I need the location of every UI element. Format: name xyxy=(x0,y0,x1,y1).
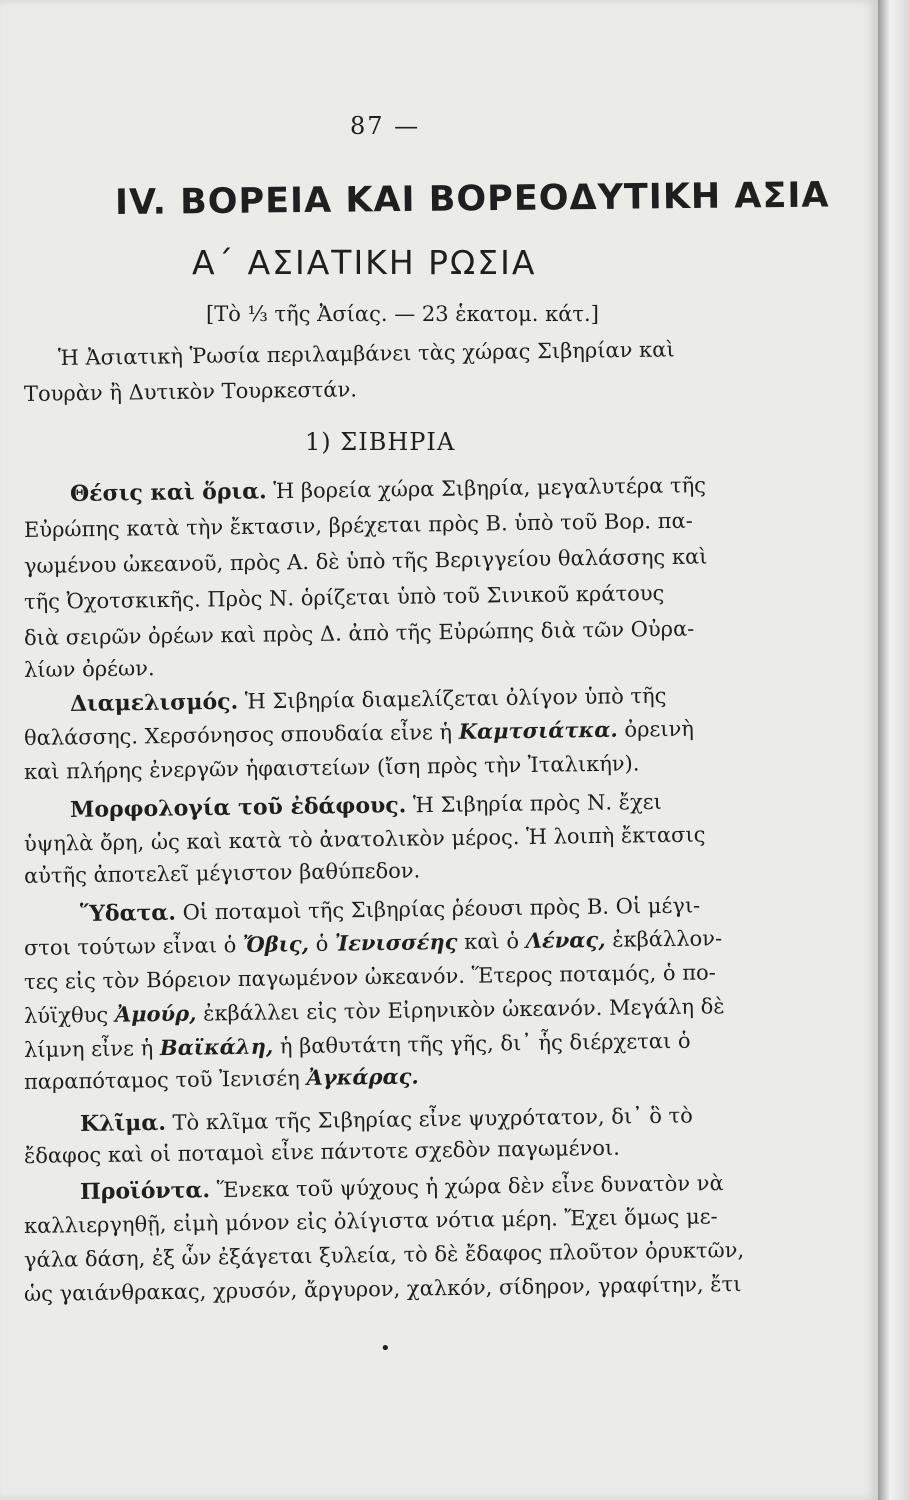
ink-mark: • xyxy=(380,1338,391,1359)
paragraph-heading: Ὕδατα. xyxy=(79,899,177,927)
paragraph-heading: Διαμελισμός. xyxy=(69,688,239,717)
paragraph-line: λίων ὀρέων. xyxy=(23,656,155,682)
section-title: Α΄ ΑΣΙΑΤΙΚΗ ΡΩΣΙΑ xyxy=(192,243,537,282)
paragraph-text: ἐκβάλλον- xyxy=(612,926,723,952)
paragraph-line: Εὐρώπης κατὰ τὴν ἔκτασιν, βρέχεται πρὸς Β. ὑπὸ τοῦ Βορ. πα- xyxy=(23,508,693,542)
paragraph-text: ὁ xyxy=(315,931,329,956)
chapter-title: IV. ΒΟΡΕΙΑ ΚΑΙ ΒΟΡΕΟΔΥΤΙΚΗ ΑΣΙΑ xyxy=(114,175,830,223)
paragraph-heading: Μορφολογία τοῦ ἐδάφους. xyxy=(69,792,407,823)
paragraph-line xyxy=(24,1062,419,1096)
paragraph-heading: Προϊόντα. xyxy=(79,1177,211,1205)
paragraph-line: καὶ πλήρης ἐνεργῶν ἡφαιστείων (ἴση πρὸς τὴν Ἰταλικήν). xyxy=(23,751,640,784)
paragraph-line: τῆς Ὀχοτσκικῆς. Πρὸς Ν. ὁρίζεται ὑπὸ τοῦ Σινικοῦ κράτους xyxy=(23,581,665,614)
place-name: Καμτσιάτκα. xyxy=(458,716,618,744)
paragraph-text: καὶ ὁ xyxy=(463,929,520,954)
paragraph-text: ἐκβάλλει εἰς τὸν Εἰρηνικὸν ὠκεανόν. Μεγάλη δὲ xyxy=(202,994,725,1026)
paragraph-line: αὐτῆς ἀποτελεῖ μέγιστον βαθύπεδον. xyxy=(23,858,421,888)
paragraph-text: Ἡ Σιβηρία διαμελίζεται ὀλίγον ὑπὸ τῆς xyxy=(244,683,667,714)
paragraph-text: Τὸ κλῖμα τῆς Σιβηρίας εἶνε ψυχρότατον, δι᾽ ὃ τὸ xyxy=(172,1103,694,1135)
river-name: Λένας, xyxy=(525,926,606,953)
paragraph-line: ἔδαφος καὶ οἱ ποταμοὶ εἶνε πάντοτε σχεδὸν παγωμένοι. xyxy=(23,1135,620,1168)
paragraph-line: γάλα δάση, ἐξ ὧν ἐξάγεται ξυλεία, τὸ δὲ ἔδαφος πλοῦτον ὀρυκτῶν, xyxy=(23,1237,745,1272)
paragraph-line: ὑψηλὰ ὄρη, ὡς καὶ κατὰ τὸ ἀνατολικὸν μέρος. Ἡ λοιπὴ ἔκτασις xyxy=(23,822,706,856)
paragraph-text: Ἡ Σιβηρία πρὸς Ν. ἔχει xyxy=(412,789,662,818)
paragraph-heading: Θέσις καὶ ὅρια. xyxy=(69,478,267,507)
page-number: 87 — xyxy=(350,112,421,140)
river-name: Ἀμούρ, xyxy=(114,1000,197,1027)
paragraph-text: παραπόταμος τοῦ Ἰενισέη xyxy=(23,1066,300,1094)
paragraph-text: λύϊχθυς xyxy=(23,1002,109,1028)
river-name: Ἀγκάρας. xyxy=(306,1063,419,1091)
paragraph-line: γωμένου ὠκεανοῦ, πρὸς Α. δὲ ὑπὸ τῆς Βεριγγείου θαλάσσης καὶ xyxy=(23,544,708,578)
lake-name: Βαϊκάλη, xyxy=(159,1033,274,1061)
subsection-title: 1) ΣΙΒΗΡΙΑ xyxy=(305,428,456,456)
intro-line-1: Ἡ Ἀσιατικὴ Ῥωσία περιλαμβάνει τὰς χώρας Σιβηρίαν καὶ xyxy=(57,337,675,370)
paragraph-line: καλλιεργηθῇ, εἰμὴ μόνον εἰς ὀλίγιστα νότια μέρη. Ἔχει ὅμως με- xyxy=(23,1204,718,1238)
paragraph-text: θαλάσσης. Χερσόνησος σπουδαία εἶνε ἡ xyxy=(23,720,453,750)
intro-line-2: Τουρὰν ἢ Δυτικὸν Τουρκεστάν. xyxy=(23,377,358,406)
paragraph-heading: Κλῖμα. xyxy=(79,1109,167,1137)
area-population-note: [Τὸ ⅓ τῆς Ἀσίας. — 23 ἑκατομ. κάτ.] xyxy=(206,302,599,326)
paragraph-text: Ἕνεκα τοῦ ψύχους ἡ χώρα δὲν εἶνε δυνατὸν νὰ xyxy=(216,1171,724,1203)
paragraph-line: ὡς γαιάνθρακας, χρυσόν, ἄργυρον, χαλκόν, σίδηρον, γραφίτην, ἔτι xyxy=(23,1271,742,1306)
paragraph-text: Οἱ ποταμοὶ τῆς Σιβηρίας ῥέουσι πρὸς Β. Οἱ μέγι- xyxy=(182,893,701,925)
river-name: Ἰενισσέης xyxy=(334,928,458,956)
paragraph-text: στοι τούτων εἶναι ὁ xyxy=(23,933,237,960)
river-name: Ὄβις, xyxy=(242,931,310,957)
paragraph-text: Ἡ βορεία χώρα Σιβηρία, μεγαλυτέρα τῆς xyxy=(273,473,707,504)
paragraph-line: διὰ σειρῶν ὀρέων καὶ πρὸς Δ. ἀπὸ τῆς Εὐρώπης διὰ τῶν Οὐρα- xyxy=(23,616,695,650)
paragraph-text: ὀρεινὴ xyxy=(624,716,695,742)
paragraph-line: τες εἰς τὸν Βόρειον παγωμένον ὠκεανόν. Ἕτερος ποταμός, ὁ πο- xyxy=(23,960,716,994)
page-edge xyxy=(878,0,909,1500)
paragraph-text: λίμνη εἶνε ἡ xyxy=(23,1036,154,1062)
paragraph-text: ἡ βαθυτάτη τῆς γῆς, δι᾽ ἧς διέρχεται ὁ xyxy=(279,1028,691,1059)
